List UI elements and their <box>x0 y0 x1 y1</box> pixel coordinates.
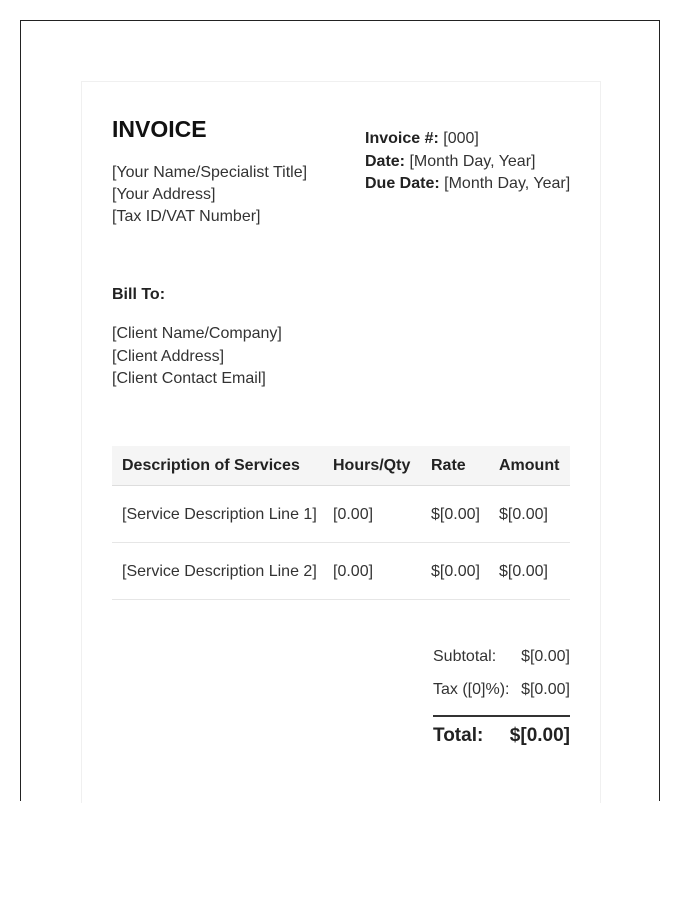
rate-cell: $[0.00] <box>421 486 489 543</box>
col-header-rate: Rate <box>421 446 489 486</box>
invoice-number-label: Invoice #: <box>365 130 439 147</box>
tax-label: Tax ([0]%): <box>433 680 510 698</box>
subtotal-value: $[0.00] <box>521 647 570 665</box>
due-date-value: [Month Day, Year] <box>444 175 571 192</box>
invoice-date-label: Date: <box>365 152 406 170</box>
invoice-date-value: [Month Day, Year] <box>409 152 536 170</box>
invoice-number-row <box>365 128 570 151</box>
services-table <box>112 446 570 600</box>
service-description-cell: [Service Description Line 2] <box>112 543 323 600</box>
invoice-date-row <box>365 151 570 174</box>
bill-to-block <box>112 323 282 391</box>
total-label: Total: <box>433 725 484 746</box>
invoice-number-value: [000] <box>443 130 479 147</box>
bill-to-heading: Bill To: <box>112 286 166 303</box>
subtotal-label: Subtotal: <box>433 647 497 665</box>
client-email: [Client Contact Email] <box>112 370 266 387</box>
hours-cell: [0.00] <box>323 543 421 600</box>
total-value: $[0.00] <box>509 725 570 746</box>
sender-name: [Your Name/Specialist Title] <box>112 164 308 181</box>
client-name: [Client Name/Company] <box>112 325 282 342</box>
client-address: [Client Address] <box>112 347 225 365</box>
tax-value: $[0.00] <box>521 680 570 698</box>
col-header-description: Description of Services <box>112 446 323 486</box>
invoice-meta <box>365 128 570 196</box>
amount-cell: $[0.00] <box>489 486 570 543</box>
sender-address: [Your Address] <box>112 186 216 203</box>
table-row <box>112 486 570 543</box>
sender-tax-id: [Tax ID/VAT Number] <box>112 208 261 225</box>
invoice-title: INVOICE <box>112 116 207 142</box>
amount-cell: $[0.00] <box>489 543 570 600</box>
table-header-row <box>112 446 570 486</box>
totals-block <box>433 640 570 755</box>
subtotal-row <box>433 640 570 673</box>
due-date-label: Due Date: <box>365 175 440 192</box>
table-row <box>112 543 570 600</box>
service-description-cell: [Service Description Line 1] <box>112 486 323 543</box>
sender-block <box>112 162 307 228</box>
col-header-amount: Amount <box>489 446 570 486</box>
hours-cell: [0.00] <box>323 486 421 543</box>
tax-row <box>433 673 570 706</box>
total-row <box>433 717 570 755</box>
col-header-hours: Hours/Qty <box>323 446 421 486</box>
rate-cell: $[0.00] <box>421 543 489 600</box>
due-date-row <box>365 173 570 196</box>
